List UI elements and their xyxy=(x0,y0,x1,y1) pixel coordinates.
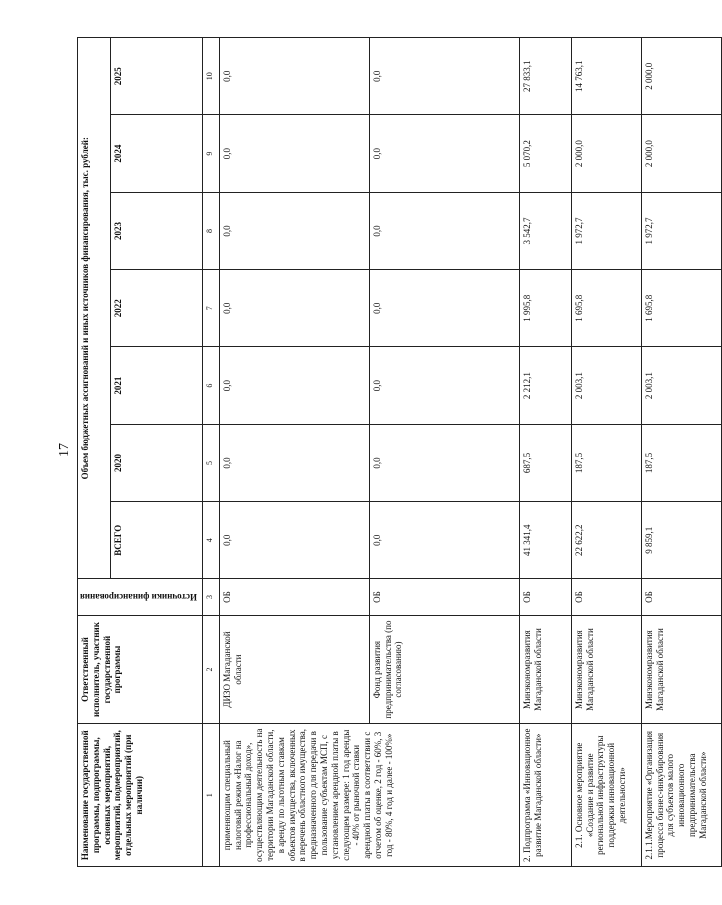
row-name: 2.1. Основное мероприятие «Создание и развитие региональной инфраструктуры поддержки инновационной деятельности» xyxy=(571,724,641,867)
row-value: 5 070,2 xyxy=(519,115,571,192)
row-value: 1 972,7 xyxy=(571,192,641,269)
row-value: 0,0 xyxy=(219,192,369,269)
table-row xyxy=(219,38,369,867)
row-value: 0,0 xyxy=(369,424,519,501)
row-value: 0,0 xyxy=(219,502,369,579)
row-value: 187,5 xyxy=(641,424,721,501)
row-value: 0,0 xyxy=(369,192,519,269)
row-source: ОБ xyxy=(571,579,641,615)
column-index: 6 xyxy=(202,347,219,424)
table-row xyxy=(641,38,721,867)
header-source-text: Источники финансирования xyxy=(80,592,197,603)
row-name: 2.1.1.Мероприятие «Организация процесса бизнес-инкубирования для субъектов малого инновационного предпринимательства Магаданской области» xyxy=(641,724,721,867)
row-source: ОБ xyxy=(219,579,369,615)
row-value: 687,5 xyxy=(519,424,571,501)
row-value: 1 695,8 xyxy=(571,270,641,347)
row-value: 14 763,1 xyxy=(571,38,641,115)
row-value: 1 972,7 xyxy=(641,192,721,269)
column-index: 3 xyxy=(202,579,219,615)
row-value: 3 542,7 xyxy=(519,192,571,269)
row-value: 0,0 xyxy=(219,424,369,501)
row-value: 0,0 xyxy=(369,38,519,115)
column-index-row xyxy=(202,38,219,867)
row-value: 0,0 xyxy=(369,270,519,347)
table-row xyxy=(571,38,641,867)
column-index: 9 xyxy=(202,115,219,192)
page-number: 17 xyxy=(57,443,72,457)
row-source: ОБ xyxy=(641,579,721,615)
header-year-2021: 2021 xyxy=(110,347,202,424)
row-value: 0,0 xyxy=(219,38,369,115)
row-value: 0,0 xyxy=(369,347,519,424)
row-value: 2 003,1 xyxy=(641,347,721,424)
row-executor: Минэкономразвития Магаданской области xyxy=(641,615,721,724)
header-year-2020: 2020 xyxy=(110,424,202,501)
row-value: 0,0 xyxy=(369,115,519,192)
column-index: 8 xyxy=(202,192,219,269)
row-name: 2. Подпрограмма «Инновационное развитие Магаданской области» xyxy=(519,724,571,867)
row-value: 22 622,2 xyxy=(571,502,641,579)
header-source xyxy=(78,579,203,615)
row-value: 0,0 xyxy=(219,270,369,347)
row-executor: ДИЗО Магаданской области xyxy=(219,615,369,724)
header-year-2023: 2023 xyxy=(110,192,202,269)
header-year-total: ВСЕГО xyxy=(110,502,202,579)
row-value: 187,5 xyxy=(571,424,641,501)
header-executor: Ответственный исполнитель, участник государственной программы xyxy=(78,615,203,724)
row-name: применяющим специальный налоговый режим «Налог на профессиональный доход», осуществляющим деятельность на территории Магаданской области, в аренду по льготным ставкам объектов имущества, включенных в перечень областного имущества, предназначенного для передачи в пользование субъектам МСП, с установлением арендной платы в следующем размере: 1 год аренды - 40% от рыночной ставки арендной платы в соответствии с отчетом об оценке, 2 год - 60%, 3 год - 80%, 4 год и далее - 100%» xyxy=(219,724,519,867)
table-row xyxy=(519,38,571,867)
row-value: 0,0 xyxy=(219,347,369,424)
row-value: 0,0 xyxy=(219,115,369,192)
header-name: Наименование государственной программы, подпрограммы, основных мероприятий, мероприятий, подмероприятий, отдельных мероприятий (при наличии) xyxy=(78,724,203,867)
row-value: 1 995,8 xyxy=(519,270,571,347)
row-value: 2 003,1 xyxy=(571,347,641,424)
row-source: ОБ xyxy=(369,579,519,615)
header-year-2025: 2025 xyxy=(110,38,202,115)
row-value: 2 000,0 xyxy=(641,115,721,192)
column-index: 5 xyxy=(202,424,219,501)
header-funding-group: Объем бюджетных ассигнований и иных источников финансирования, тыс. рублей: xyxy=(78,38,111,579)
row-value: 2 000,0 xyxy=(641,38,721,115)
column-index: 7 xyxy=(202,270,219,347)
row-executor: Минэкономразвития Магаданской области xyxy=(571,615,641,724)
row-value: 9 859,1 xyxy=(641,502,721,579)
row-executor: Минэкономразвития Магаданской области xyxy=(519,615,571,724)
header-row-1 xyxy=(78,38,111,867)
row-value: 27 833,1 xyxy=(519,38,571,115)
rotated-page xyxy=(77,37,708,867)
header-year-2024: 2024 xyxy=(110,115,202,192)
column-index: 10 xyxy=(202,38,219,115)
row-value: 41 341,4 xyxy=(519,502,571,579)
row-executor: Фонд развития предпринимательства (по согласованию) xyxy=(369,615,519,724)
column-index: 4 xyxy=(202,502,219,579)
funding-table xyxy=(77,37,722,867)
row-value: 1 695,8 xyxy=(641,270,721,347)
row-value: 2 000,0 xyxy=(571,115,641,192)
header-year-2022: 2022 xyxy=(110,270,202,347)
row-value: 2 212,1 xyxy=(519,347,571,424)
row-value: 0,0 xyxy=(369,502,519,579)
column-index: 2 xyxy=(202,615,219,724)
row-source: ОБ xyxy=(519,579,571,615)
column-index: 1 xyxy=(202,724,219,867)
